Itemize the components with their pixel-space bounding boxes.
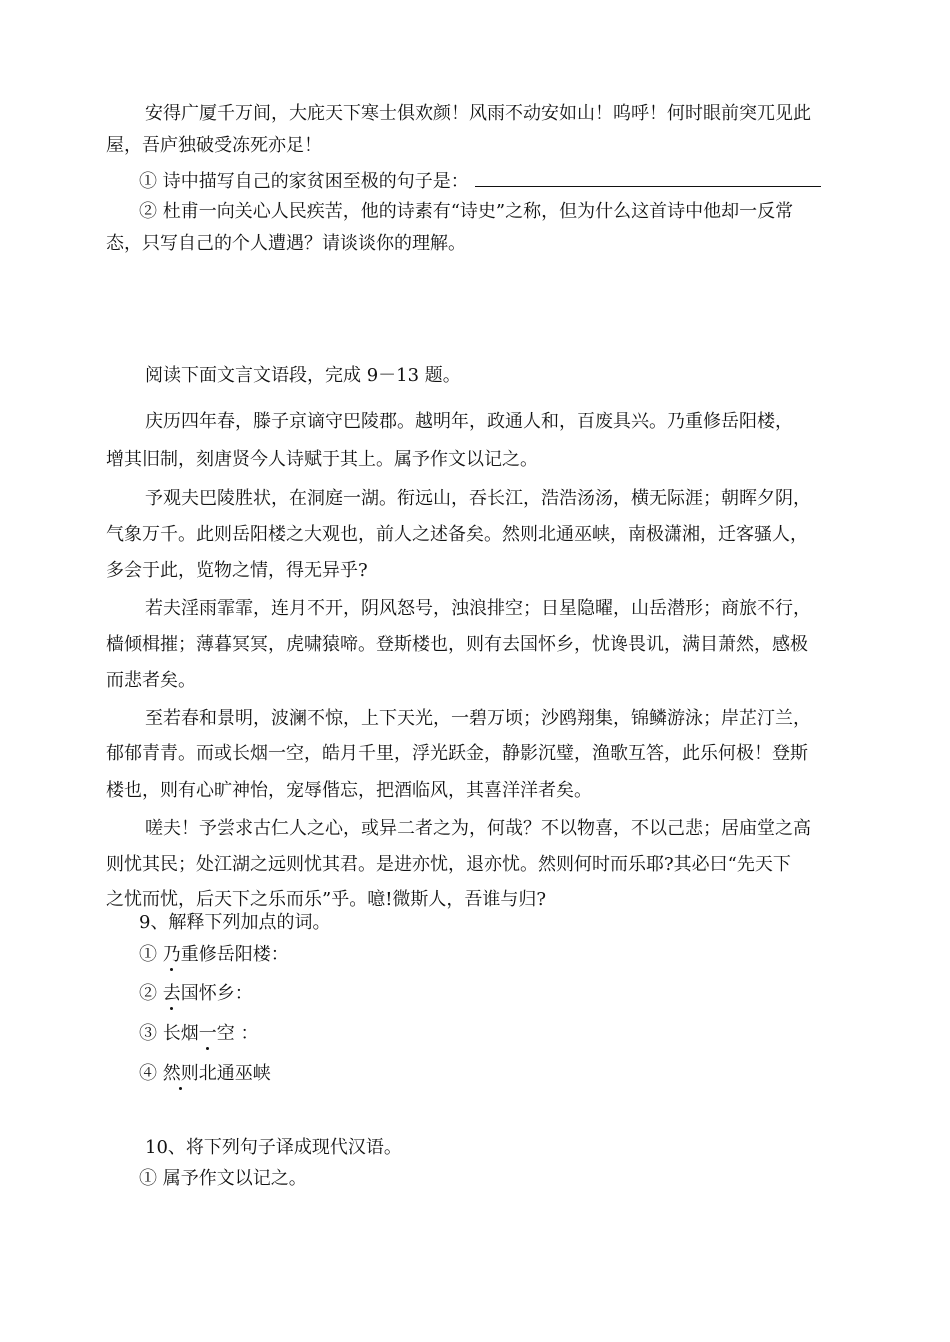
dotted-word: 乃 — [162, 944, 181, 965]
item-text-pre — [157, 944, 163, 965]
passage-p2-line-2: 气象万千。此则岳阳楼之大观也，前人之述备矣。然则北通巫峡，南极潇湘，迁客骚人， — [106, 524, 808, 545]
question-9-item-4 — [139, 1062, 271, 1086]
item-text-pre: 长烟 — [157, 1023, 199, 1044]
question-10-title: 10、将下列句子译成现代汉语。 — [145, 1137, 402, 1158]
item-number: ④ — [139, 1063, 157, 1084]
reading-intro: 阅读下面文言文语段，完成 9－13 题。 — [145, 365, 461, 386]
dotted-word: 去 — [162, 983, 181, 1004]
passage-p1-line-1: 庆历四年春，滕子京谪守巴陵郡。越明年，政通人和，百废具兴。乃重修岳阳楼， — [145, 411, 793, 432]
passage-p2-line-3: 多会于此，览物之情，得无异乎? — [106, 560, 368, 581]
passage-p1-line-2: 增其旧制，刻唐贤今人诗赋于其上。属予作文以记之。 — [106, 449, 538, 470]
poem-line-2: 屋，吾庐独破受冻死亦足！ — [106, 135, 322, 156]
poem-question-2-line-1: ② 杜甫一向关心人民疾苦，他的诗素有“诗史”之称，但为什么这首诗中他却一反常 — [139, 201, 794, 222]
question-9-item-3 — [139, 1022, 258, 1046]
dotted-word: 然则 — [162, 1063, 199, 1084]
answer-blank[interactable] — [475, 168, 821, 187]
question-9-item-1 — [139, 943, 289, 967]
passage-p3-line-1: 若夫淫雨霏霏，连月不开，阴风怒号，浊浪排空；日星隐曜，山岳潜形；商旅不行， — [145, 598, 811, 619]
question-10-item-1: ① 属予作文以记之。 — [139, 1168, 307, 1189]
dotted-word: 一 — [198, 1023, 217, 1044]
item-text-post: 北通巫峡 — [198, 1063, 271, 1084]
question-9-item-2 — [139, 982, 253, 1006]
poem-question-1 — [139, 168, 821, 194]
poem-question-1-text: ① 诗中描写自己的家贫困至极的句子是： — [139, 171, 469, 192]
passage-p5-line-1: 嗟夫！予尝求古仁人之心，或异二者之为，何哉？不以物喜，不以己悲；居庙堂之高 — [145, 818, 811, 839]
passage-p2-line-1: 予观夫巴陵胜状，在洞庭一湖。衔远山，吞长江，浩浩汤汤，横无际涯；朝晖夕阴， — [145, 488, 811, 509]
item-text-post: 国怀乡： — [180, 983, 253, 1004]
poem-line-1: 安得广厦千万间，大庇天下寒士俱欢颜！风雨不动安如山！呜呼！何时眼前突兀见此 — [145, 103, 811, 124]
passage-p4-line-3: 楼也，则有心旷神怡，宠辱偕忘，把酒临风，其喜洋洋者矣。 — [106, 780, 592, 801]
passage-p5-line-2: 则忧其民；处江湖之远则忧其君。是进亦忧，退亦忧。然则何时而乐耶?其必曰“先天下 — [106, 854, 791, 875]
question-9-title: 9、解释下列加点的词。 — [139, 912, 331, 933]
item-number: ① — [139, 944, 157, 965]
passage-p3-line-2: 樯倾楫摧；薄暮冥冥，虎啸猿啼。登斯楼也，则有去国怀乡，忧谗畏讥，满目萧然，感极 — [106, 634, 808, 655]
item-number: ③ — [139, 1023, 157, 1044]
item-number: ② — [139, 983, 157, 1004]
item-text-post: 重修岳阳楼： — [180, 944, 289, 965]
passage-p4-line-1: 至若春和景明，波澜不惊，上下天光，一碧万顷；沙鸥翔集，锦鳞游泳；岸芷汀兰， — [145, 708, 811, 729]
passage-p4-line-2: 郁郁青青。而或长烟一空，皓月千里，浮光跃金，静影沉璧，渔歌互答，此乐何极！登斯 — [106, 743, 808, 764]
item-text-post: 空 ： — [216, 1023, 259, 1044]
poem-question-2-line-2: 态，只写自己的个人遭遇？请谈谈你的理解。 — [106, 233, 466, 254]
passage-p3-line-3: 而悲者矣。 — [106, 670, 196, 691]
item-text-pre — [157, 983, 163, 1004]
item-text-pre — [157, 1063, 163, 1084]
passage-p5-line-3: 之忧而忧，后天下之乐而乐”乎。噫!微斯人，吾谁与归? — [106, 889, 547, 910]
